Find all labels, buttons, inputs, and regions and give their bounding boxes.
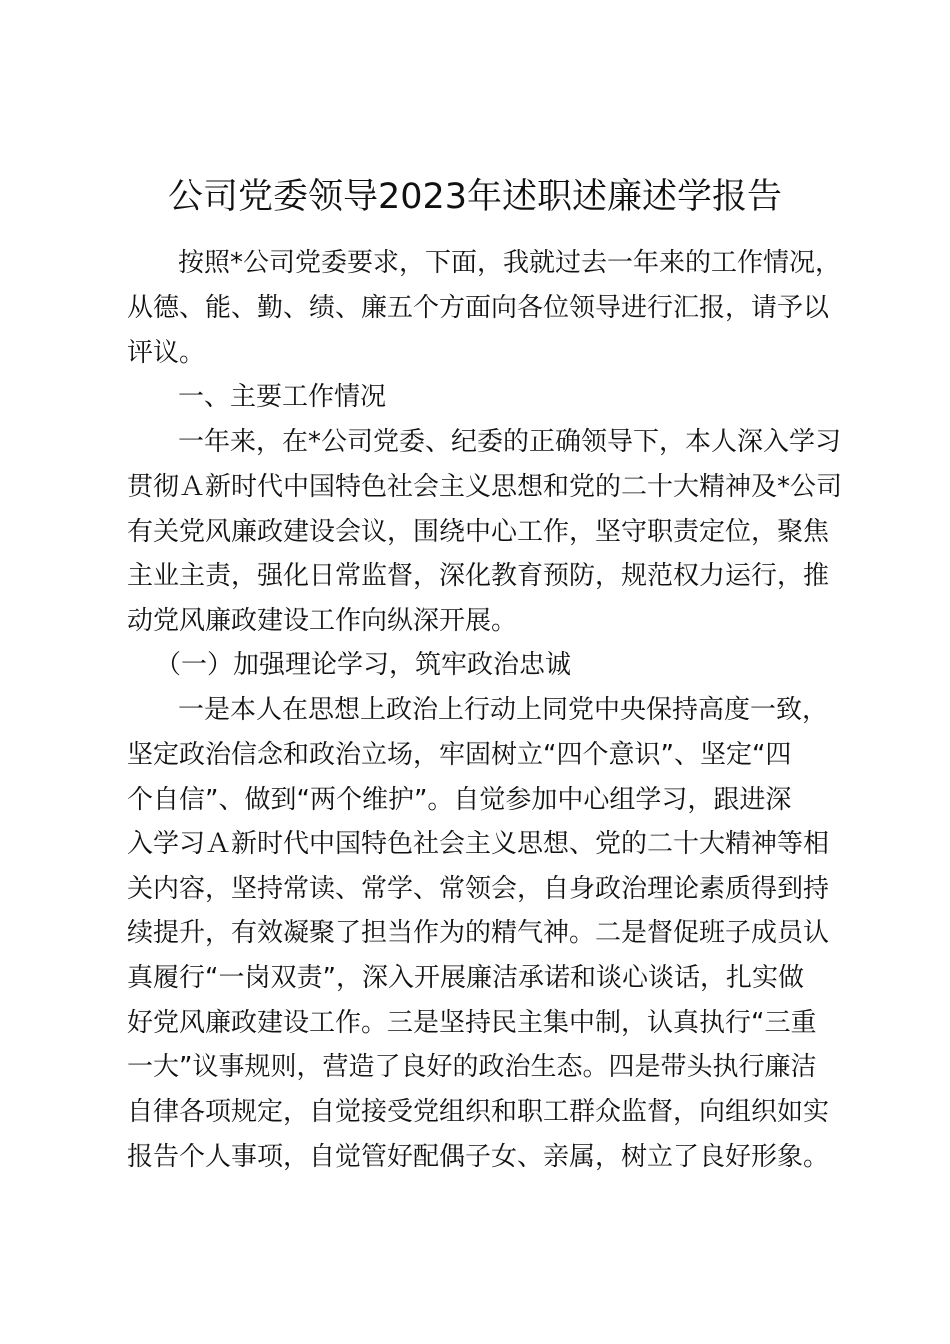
paragraph-line: 好党风廉政建设工作。三是坚持民主集中制，认真执行“三重 [127,1008,817,1038]
paragraph-line: 贯彻Ａ新时代中国特色社会主义思想和党的二十大精神及*公司 [127,472,843,502]
subsection-heading: （一）加强理论学习，筑牢政治忠诚 [155,650,572,680]
paragraph-line: 一年来，在*公司党委、纪委的正确领导下，本人深入学习 [178,427,842,457]
paragraph-line: 报告个人事项，自觉管好配偶子女、亲属，树立了良好形象。 [127,1142,830,1172]
paragraph-line: 按照*公司党委要求，下面，我就过去一年来的工作情况， [178,248,842,278]
section-heading: 一、主要工作情况 [178,382,387,412]
paragraph-line: 从德、能、勤、绩、廉五个方面向各位领导进行汇报，请予以 [127,293,830,323]
paragraph-line: 一是本人在思想上政治上行动上同党中央保持高度一致， [178,695,829,725]
paragraph-line: 个自信”、做到“两个维护”。自觉参加中心组学习，跟进深 [127,785,792,815]
paragraph-line: 真履行“一岗双责”，深入开展廉洁承诺和谈心谈话，扎实做 [127,963,804,993]
paragraph-line: 动党风廉政建设工作向纵深开展。 [127,606,518,636]
paragraph-line: 自律各项规定，自觉接受党组织和职工群众监督，向组织如实 [127,1097,830,1127]
paragraph-line: 坚定政治信念和政治立场，牢固树立“四个意识”、坚定“四 [127,740,792,770]
paragraph-line: 关内容，坚持常读、常学、常领会，自身政治理论素质得到持 [127,874,830,904]
document-title: 公司党委领导2023年述职述廉述学报告 [167,177,783,217]
paragraph-line: 续提升，有效凝聚了担当作为的精气神。二是督促班子成员认 [127,918,830,948]
paragraph-line: 有关党风廉政建设会议，围绕中心工作，坚守职责定位，聚焦 [127,517,830,547]
paragraph-line: 主业主责，强化日常监督，深化教育预防，规范权力运行，推 [127,561,830,591]
paragraph-line: 一大”议事规则，营造了良好的政治生态。四是带头执行廉洁 [127,1052,817,1082]
paragraph-line: 入学习Ａ新时代中国特色社会主义思想、党的二十大精神等相 [127,829,830,859]
paragraph-line: 评议。 [127,338,206,368]
